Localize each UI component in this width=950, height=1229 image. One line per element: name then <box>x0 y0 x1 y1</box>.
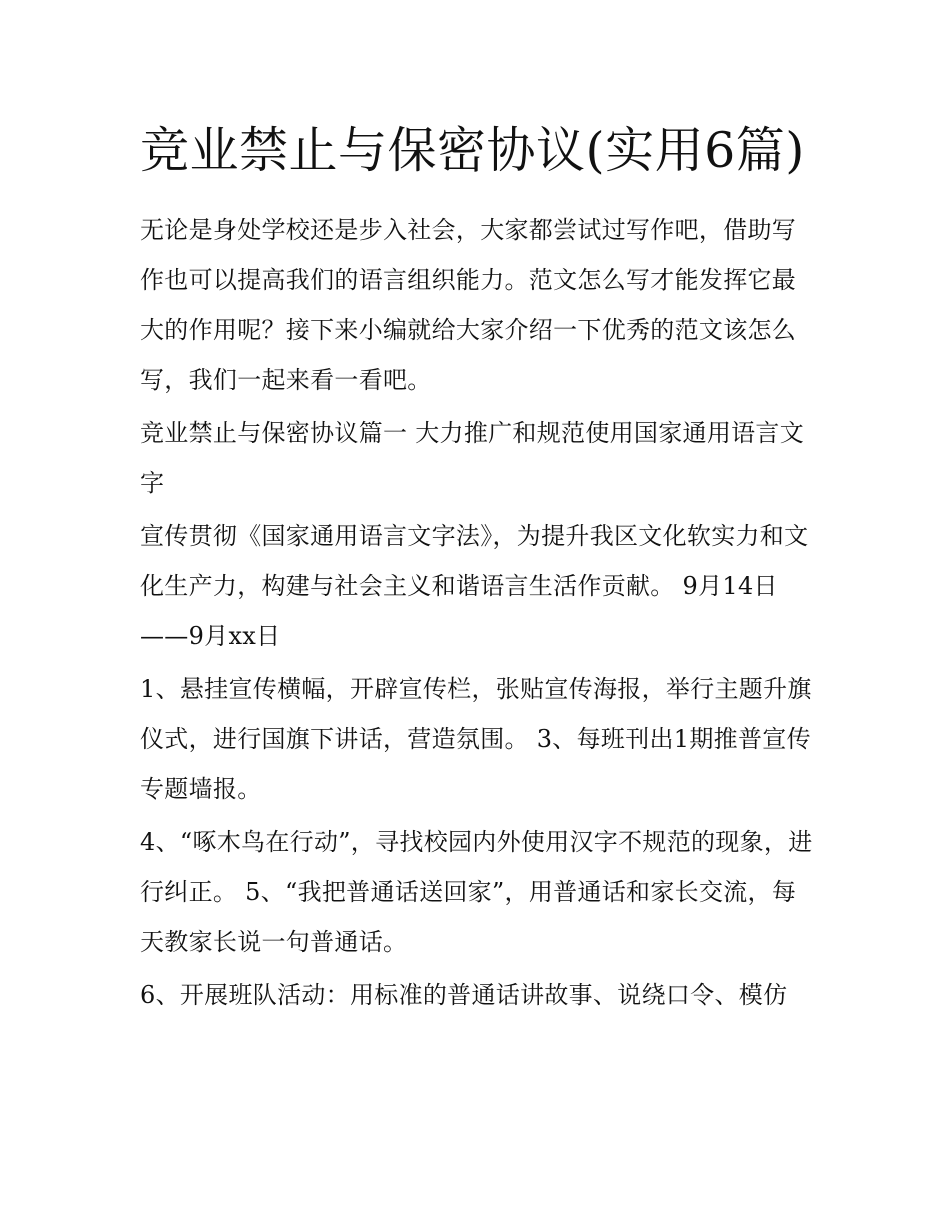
intro-paragraph: 无论是身处学校还是步入社会，大家都尝试过写作吧，借助写作也可以提高我们的语言组织能力。范文怎么写才能发挥它最大的作用呢？接下来小编就给大家介绍一下优秀的范文该怎么写，我们一起来看一看吧。 <box>140 216 797 394</box>
paragraph: 宣传贯彻《国家通用语言文字法》，为提升我区文化软实力和文化生产力，构建与社会主义和谐语言生活作贡献。 9月14日——9月xx日 <box>140 522 809 650</box>
document-body <box>140 205 820 1020</box>
list-item: 4、“啄木鸟在行动”，寻找校园内外使用汉字不规范的现象，进行纠正。 5、“我把普通话送回家”，用普通话和家长交流，每天教家长说一句普通话。 <box>140 828 813 956</box>
list-item: 6、开展班队活动：用标准的普通话讲故事、说绕口令、模仿 <box>140 981 788 1009</box>
document-title: 竞业禁止与保密协议(实用6篇) <box>140 122 805 179</box>
list-item: 1、悬挂宣传横幅，开辟宣传栏，张贴宣传海报，举行主题升旗仪式，进行国旗下讲话，营造氛围。 3、每班刊出1期推普宣传专题墙报。 <box>140 675 812 803</box>
document-page <box>140 112 820 1023</box>
section-heading: 竞业禁止与保密协议篇一 大力推广和规范使用国家通用语言文字 <box>140 419 805 497</box>
